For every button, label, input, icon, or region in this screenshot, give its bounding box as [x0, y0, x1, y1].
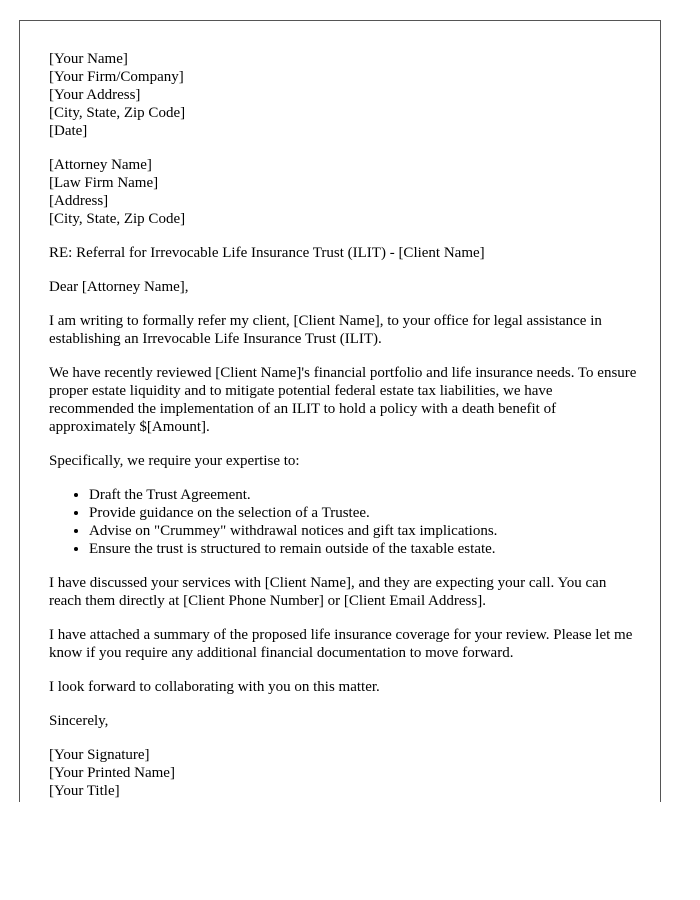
closing: Sincerely,: [49, 713, 109, 729]
recipient-city-state-zip: [City, State, Zip Code]: [49, 211, 186, 227]
body-paragraph: Specifically, we require your expertise to:: [49, 453, 300, 469]
recipient-name: [Attorney Name]: [49, 157, 152, 173]
list-item: • Ensure the trust is structured to remain outside of the taxable estate.: [89, 540, 639, 558]
subject-line: RE: Referral for Irrevocable Life Insurance Trust (ILIT) - [Client Name]: [49, 245, 485, 261]
signature-block: [49, 746, 639, 800]
recipient-address: [Address]: [49, 193, 109, 209]
letter-content: [49, 50, 639, 800]
letter-date: [Date]: [49, 123, 88, 139]
salutation: Dear [Attorney Name],: [49, 279, 189, 295]
expertise-list: [49, 486, 639, 558]
list-item: • Draft the Trust Agreement.: [89, 486, 639, 504]
sender-city-state-zip: [City, State, Zip Code]: [49, 105, 186, 121]
sender-block: [49, 50, 639, 140]
list-item: • Provide guidance on the selection of a Trustee.: [89, 504, 639, 522]
signature: [Your Signature]: [49, 747, 150, 763]
sender-title: [Your Title]: [49, 783, 120, 799]
printed-name: [Your Printed Name]: [49, 765, 175, 781]
sender-address: [Your Address]: [49, 87, 141, 103]
body-paragraph: I have discussed your services with [Client Name], and they are expecting your call. You can reach them directly at [Client Phone Number] or [Client Email Address].: [49, 575, 607, 609]
letter-page: [19, 20, 661, 802]
list-item: • Advise on "Crummey" withdrawal notices and gift tax implications.: [89, 522, 639, 540]
body-paragraph: We have recently reviewed [Client Name]'s financial portfolio and life insurance needs. To ensure proper estate liquidity and to mitigate potential federal estate tax liabilities, we have recommended the implementation of an ILIT to hold a policy with a death benefit of approximately $[Amount].: [49, 365, 637, 435]
body-paragraph: I look forward to collaborating with you on this matter.: [49, 679, 380, 695]
body-paragraph: I am writing to formally refer my client, [Client Name], to your office for legal assistance in establishing an Irrevocable Life Insurance Trust (ILIT).: [49, 313, 602, 347]
recipient-block: [49, 156, 639, 228]
body-paragraph: I have attached a summary of the proposed life insurance coverage for your review. Please let me know if you require any additional financial documentation to move forward.: [49, 627, 633, 661]
sender-firm: [Your Firm/Company]: [49, 69, 184, 85]
recipient-firm: [Law Firm Name]: [49, 175, 159, 191]
sender-name: [Your Name]: [49, 51, 128, 67]
